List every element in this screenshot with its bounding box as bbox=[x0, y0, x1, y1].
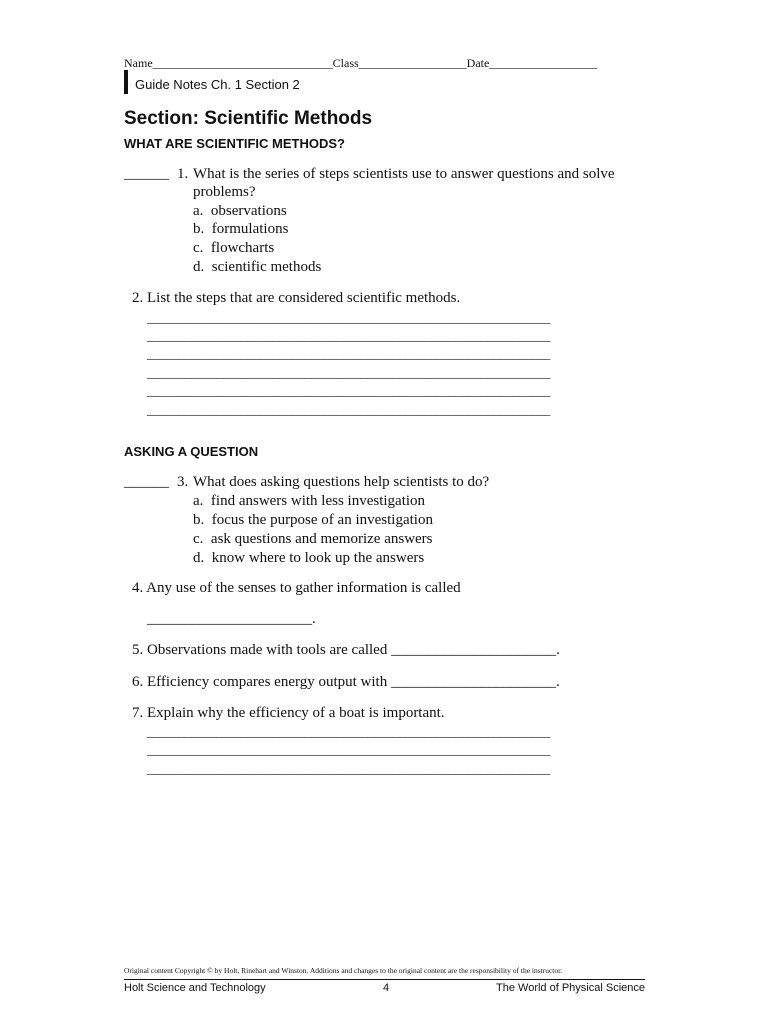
q3-option-d: d. know where to look up the answers bbox=[193, 550, 425, 566]
q6-text: 6. Efficiency compares energy output with ______________________. bbox=[132, 674, 560, 690]
q1-answer-blank: ______ bbox=[124, 166, 169, 182]
q3-option-a: a. find answers with less investigation bbox=[193, 493, 426, 509]
q3-text: What does asking questions help scientists to do? bbox=[193, 474, 490, 490]
q5-text: 5. Observations made with tools are called ______________________. bbox=[132, 642, 560, 658]
page-number: 4 bbox=[383, 982, 390, 994]
q2-answer-line: ________________________________________________________________ bbox=[147, 310, 551, 325]
q3-option-b: b. focus the purpose of an investigation bbox=[193, 512, 433, 528]
q2-answer-line: ________________________________________________________________ bbox=[147, 346, 551, 361]
guide-notes-label: Guide Notes Ch. 1 Section 2 bbox=[135, 77, 300, 92]
q4-answer-blank: ______________________. bbox=[147, 611, 316, 627]
q3-number: 3. bbox=[177, 474, 189, 490]
name-class-date-line: Name______________________________Class__________________Date__________________ bbox=[124, 56, 598, 70]
footer-book-title: The World of Physical Science bbox=[496, 982, 645, 994]
heading-asking-a-question: ASKING A QUESTION bbox=[124, 444, 259, 459]
q1-option-b: b. formulations bbox=[193, 221, 289, 237]
footer-copyright: Original content Copyright © by Holt, Rinehart and Winston. Additions and changes to the original content are the responsibility of the instructor. bbox=[124, 966, 563, 975]
q2-answer-line: ________________________________________________________________ bbox=[147, 328, 551, 343]
section-title: Section: Scientific Methods bbox=[124, 108, 373, 129]
q2-answer-line: ________________________________________________________________ bbox=[147, 402, 551, 417]
q1-number: 1. bbox=[177, 166, 189, 182]
heading-scientific-methods: WHAT ARE SCIENTIFIC METHODS? bbox=[124, 136, 345, 151]
q7-text: 7. Explain why the efficiency of a boat is important. bbox=[132, 705, 445, 721]
q1-option-d: d. scientific methods bbox=[193, 259, 322, 275]
guide-notes-bar bbox=[124, 70, 128, 94]
q2-answer-line: ________________________________________________________________ bbox=[147, 365, 551, 380]
q3-option-c: c. ask questions and memorize answers bbox=[193, 531, 433, 547]
q1-option-a: a. observations bbox=[193, 203, 287, 219]
q1-text-line1: What is the series of steps scientists use to answer questions and solve bbox=[193, 166, 615, 182]
q1-text-line2: problems? bbox=[193, 184, 256, 200]
footer-divider bbox=[124, 979, 645, 980]
q2-answer-line: ________________________________________________________________ bbox=[147, 383, 551, 398]
q4-text: 4. Any use of the senses to gather information is called bbox=[132, 580, 461, 596]
q7-answer-line: ________________________________________________________________ bbox=[147, 761, 551, 776]
q7-answer-line: ________________________________________________________________ bbox=[147, 724, 551, 739]
q2-text: 2. List the steps that are considered scientific methods. bbox=[132, 290, 461, 306]
q3-answer-blank: ______ bbox=[124, 474, 169, 490]
q7-answer-line: ________________________________________________________________ bbox=[147, 742, 551, 757]
q1-option-c: c. flowcharts bbox=[193, 240, 275, 256]
footer-publisher: Holt Science and Technology bbox=[124, 982, 266, 994]
